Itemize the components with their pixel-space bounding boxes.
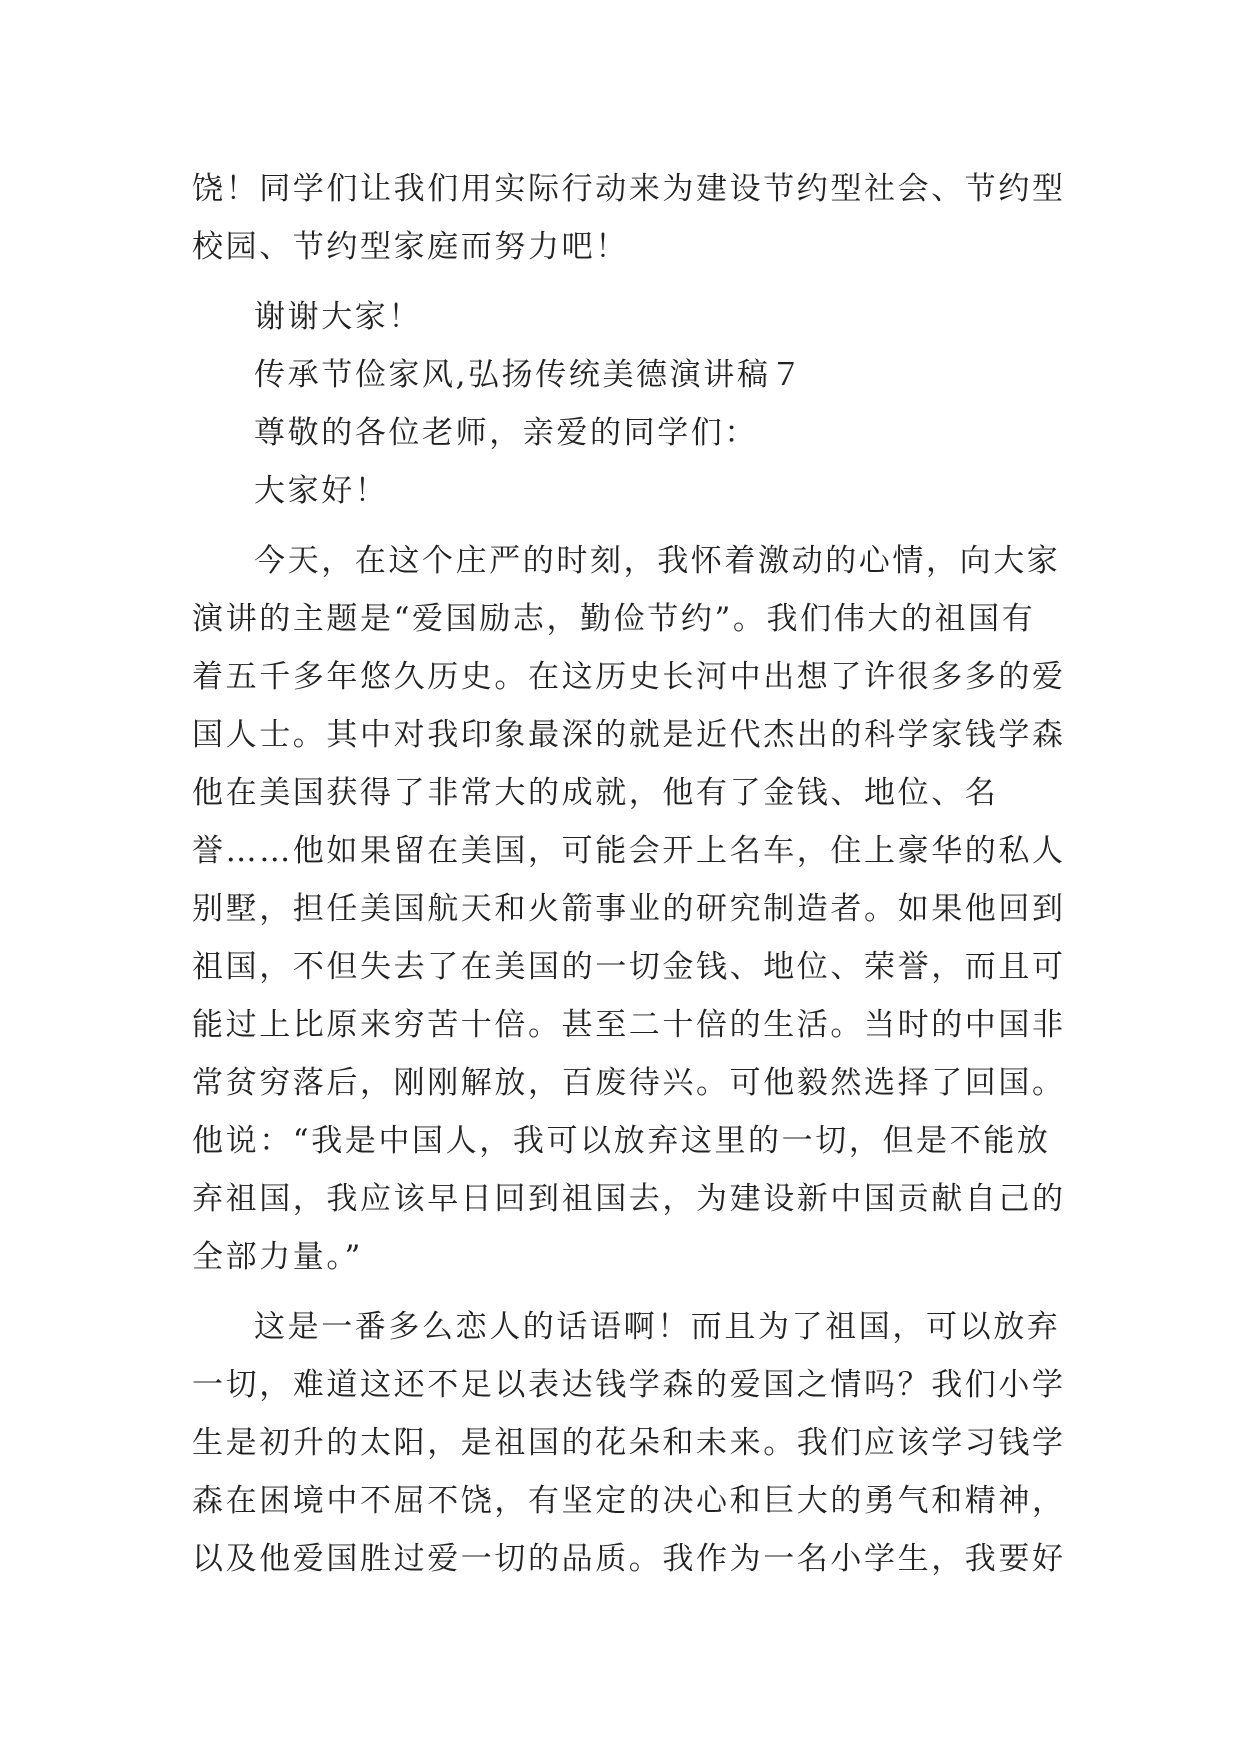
paragraph-line: 国人士。其中对我印象最深的就是近代杰出的科学家钱学森 [192, 717, 1066, 753]
paragraph-line: 能过上比原来穷苦十倍。甚至二十倍的生活。当时的中国非 [192, 1007, 1066, 1043]
paragraph-line: 着五千多年悠久历史。在这历史长河中出想了许很多多的爱 [192, 659, 1066, 695]
paragraph-line: 以及他爱国胜过爱一切的品质。我作为一名小学生，我要好 [192, 1541, 1066, 1577]
paragraph-line: 别墅，担任美国航天和火箭事业的研究制造者。如果他回到 [192, 891, 1066, 927]
paragraph-line: 饶！同学们让我们用实际行动来为建设节约型社会、节约型 [192, 171, 1066, 207]
paragraph-line: 祖国，不但失去了在美国的一切金钱、地位、荣誉，而且可 [192, 949, 1066, 985]
paragraph-line: 常贫穷落后，刚刚解放，百废待兴。可他毅然选择了回国。 [192, 1065, 1066, 1101]
paragraph-line: 森在困境中不屈不饶，有坚定的决心和巨大的勇气和精神， [192, 1483, 1066, 1519]
paragraph-line: 弃祖国，我应该早日回到祖国去，为建设新中国贡献自己的 [192, 1181, 1066, 1217]
paragraph-line: 这是一番多么恋人的话语啊！而且为了祖国，可以放弃 [254, 1309, 1061, 1345]
paragraph-line: 他说：“我是中国人，我可以放弃这里的一切，但是不能放 [192, 1123, 1051, 1159]
paragraph-line: 今天，在这个庄严的时刻，我怀着激动的心情，向大家 [254, 543, 1061, 579]
paragraph-line: 演讲的主题是“爱国励志，勤俭节约”。我们伟大的祖国有 [192, 601, 1036, 637]
paragraph-line: 他在美国获得了非常大的成就，他有了金钱、地位、名 [192, 775, 999, 811]
paragraph-line: 誉……他如果留在美国，可能会开上名车，住上豪华的私人 [192, 833, 1066, 869]
thanks-line: 谢谢大家！ [254, 299, 422, 335]
speech-heading: 传承节俭家风,弘扬传统美德演讲稿７ [254, 357, 805, 393]
salutation-line: 尊敬的各位老师，亲爱的同学们： [254, 415, 758, 451]
paragraph-line: 校园、节约型家庭而努力吧！ [192, 229, 629, 265]
paragraph-line: 全部力量。” [192, 1239, 363, 1275]
paragraph-line: 生是初升的太阳，是祖国的花朵和未来。我们应该学习钱学 [192, 1425, 1066, 1461]
paragraph-line: 一切，难道这还不足以表达钱学森的爱国之情吗？我们小学 [192, 1367, 1066, 1403]
document-body [192, 160, 1072, 1588]
greeting-line: 大家好！ [254, 473, 389, 509]
